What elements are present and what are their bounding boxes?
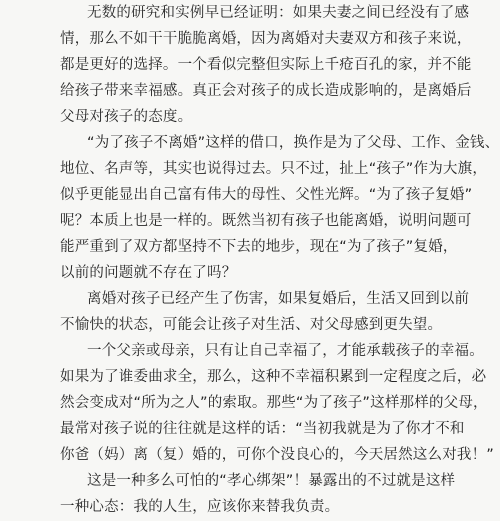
text-line: 最常对孩子说的往往就是这样的话：“当初我就是为了你才不和 bbox=[60, 421, 465, 437]
text-line: 然会变成对“所为之人”的索取。那些“为了孩子”这样那样的父母， bbox=[60, 395, 488, 411]
text-line: 以前的问题就不存在了吗？ bbox=[60, 265, 237, 281]
text-line: 你爸（妈）离（复）婚的，可你个没良心的，今天居然这么对我！” bbox=[60, 447, 495, 463]
text-line: 离婚对孩子已经产生了伤害，如果复婚后，生活又回到以前 bbox=[87, 291, 470, 307]
text-line: 父母对孩子的态度。 bbox=[60, 109, 193, 125]
text-line: 都是更好的选择。一个看似完整但实际上千疮百孔的家，并不能 bbox=[60, 57, 472, 73]
text-line: 似乎更能显出自己富有伟大的母性、父性光辉。“为了孩子复婚” bbox=[60, 187, 473, 203]
text-line: 无数的研究和实例早已经证明：如果夫妻之间已经没有了感 bbox=[87, 5, 470, 21]
text-line: 情，那么不如干干脆脆离婚，因为离婚对夫妻双方和孩子来说， bbox=[60, 31, 472, 47]
text-line: 不愉快的状态，可能会让孩子对生活、对父母感到更失望。 bbox=[60, 317, 443, 333]
text-line: 呢？本质上也是一样的。既然当初有孩子也能离婚，说明问题可 bbox=[60, 213, 472, 229]
text-line: 地位、名声等，其实也说得过去。只不过，扯上“孩子”作为大旗， bbox=[60, 161, 488, 177]
text-line: “为了孩子不离婚”这样的借口，换作是为了父母、工作、金钱、 bbox=[87, 135, 500, 151]
text-line: 如果为了谁委曲求全，那么，这种不幸福积累到一定程度之后，必 bbox=[60, 369, 487, 385]
text-line: 能严重到了双方都坚持不下去的地步，现在“为了孩子”复婚， bbox=[60, 239, 458, 255]
text-line: 一个父亲或母亲，只有让自己幸福了，才能承载孩子的幸福。 bbox=[87, 343, 484, 359]
text-line: 这是一种多么可怕的“孝心绑架”！暴露出的不过就是这样 bbox=[87, 473, 456, 489]
text-line: 一种心态：我的人生，应该你来替我负责。 bbox=[60, 499, 340, 515]
text-line: 给孩子带来幸福感。真正会对孩子的成长造成影响的，是离婚后 bbox=[60, 83, 472, 99]
